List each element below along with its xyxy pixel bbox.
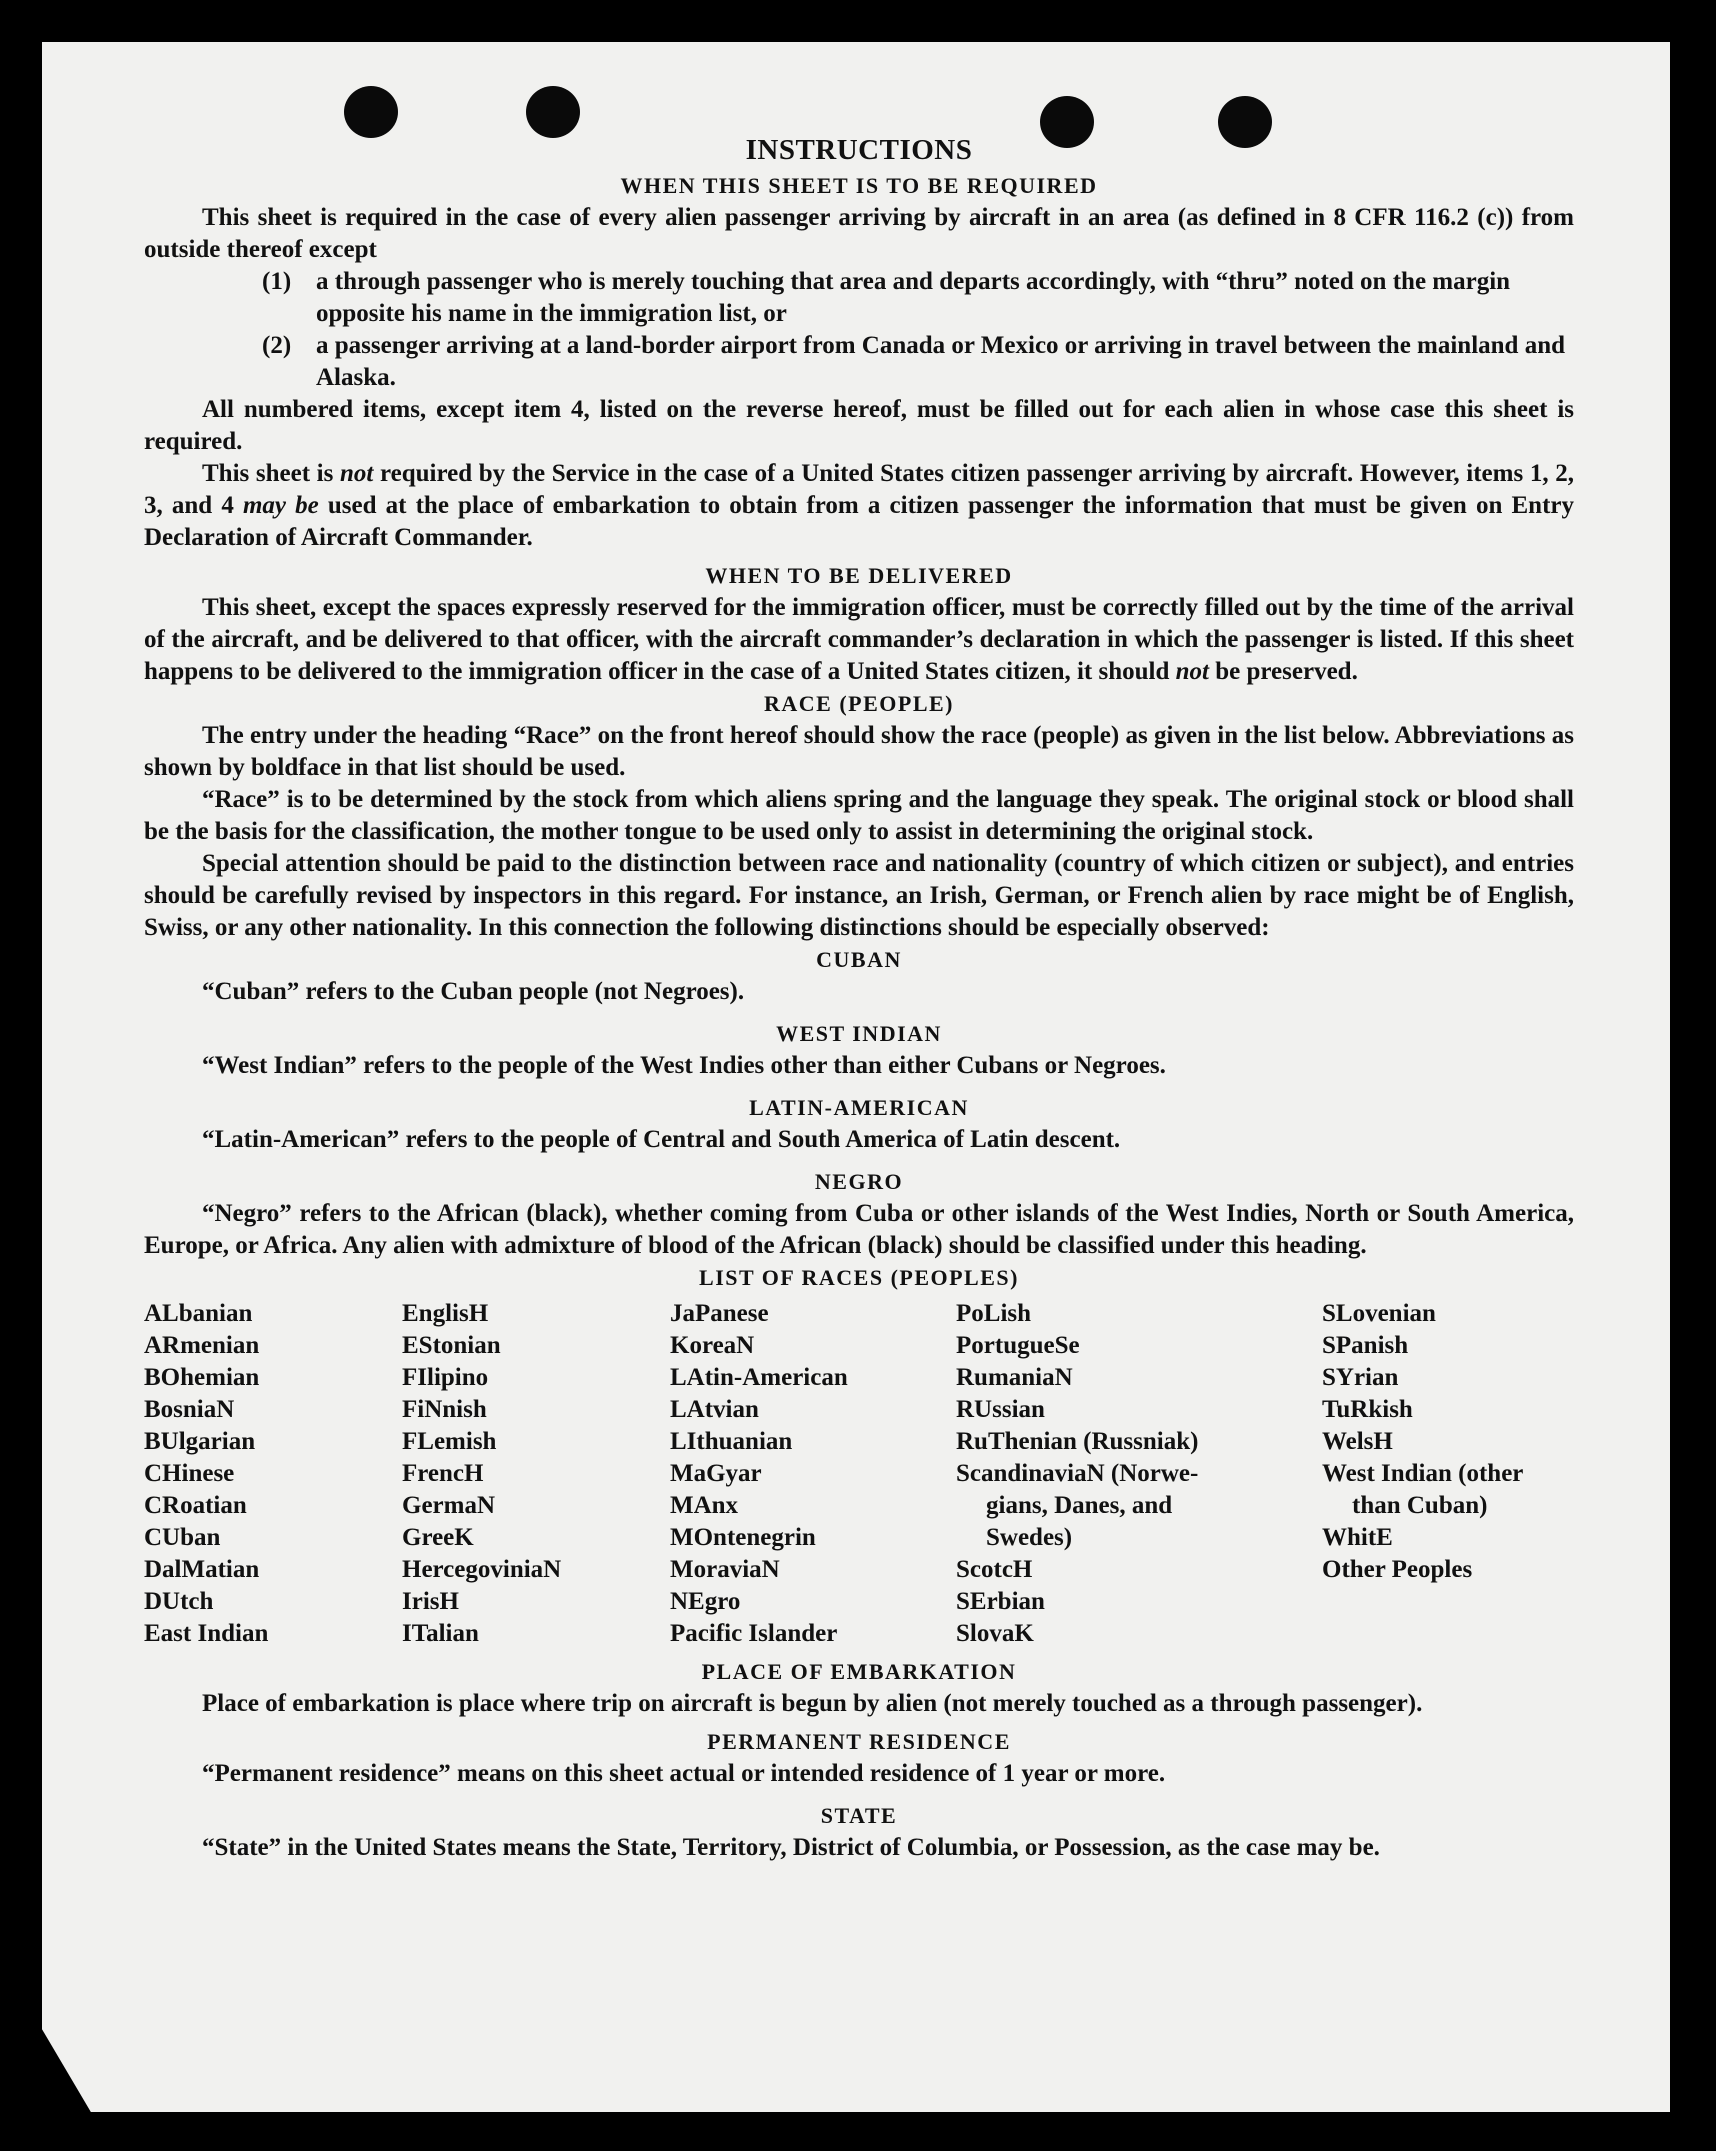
race-item: HercegoviniaN: [402, 1556, 562, 1583]
race-item: West Indian (other: [1322, 1460, 1524, 1487]
race-item: Pacific Islander: [670, 1620, 838, 1647]
race-item: RuThenian (Russniak): [956, 1428, 1199, 1455]
section-heading: LIST OF RACES (PEOPLES): [699, 1265, 1019, 1290]
race-column: [402, 1298, 670, 1650]
race-item: RumaniaN: [956, 1364, 1073, 1391]
item-text: a through passenger who is merely touching that area and departs accordingly, with “thru” noted on the margin opposite his name in the immigration list, or: [316, 268, 1511, 327]
race-item: GreeK: [402, 1524, 474, 1551]
section-heading: PERMANENT RESIDENCE: [707, 1729, 1011, 1754]
section-heading: WHEN THIS SHEET IS TO BE REQUIRED: [620, 173, 1098, 198]
section-heading: RACE (PEOPLE): [764, 691, 954, 716]
race-item: EStonian: [402, 1332, 501, 1359]
race-item: CRoatian: [144, 1492, 247, 1519]
section-heading: NEGRO: [814, 1169, 904, 1194]
race-item-continuation: Swedes): [986, 1524, 1073, 1551]
paragraph: “Negro” refers to the African (black), whether coming from Cuba or other islands of the West Indies, North or South America, Europe, or Africa. Any alien with admixture of blood of the African (black) should be classified under this heading.: [144, 1200, 1574, 1259]
paragraph: This sheet is required in the case of every alien passenger arriving by aircraft in an area (as defined in 8 CFR 116.2 (c)) from outside thereof except: [144, 204, 1574, 263]
race-item: ScotcH: [956, 1556, 1033, 1583]
paragraph: “West Indian” refers to the people of the West Indies other than either Cubans or Negroes.: [202, 1052, 1166, 1079]
race-item: NEgro: [670, 1588, 741, 1615]
race-item: LAtin-American: [670, 1364, 848, 1391]
section-heading: LATIN-AMERICAN: [749, 1095, 969, 1120]
text-run: This sheet, except the spaces expressly reserved for the immigration officer, must be correctly filled out by the time of the arrival of the aircraft, and be delivered to that officer, with the aircraft commander’s declaration in which the passenger is listed. If this sheet happens to be delivered to the immigration officer in the case of a United States citizen, it should: [144, 594, 1574, 685]
race-item: TuRkish: [1322, 1396, 1413, 1423]
race-item: DUtch: [144, 1588, 214, 1615]
text-run: be preserved.: [1209, 658, 1358, 685]
section-heading: WHEN TO BE DELIVERED: [705, 563, 1013, 588]
item-number: (1): [262, 268, 292, 295]
race-column: [670, 1298, 956, 1650]
race-item: WelsH: [1322, 1428, 1393, 1455]
race-item: East Indian: [144, 1620, 269, 1647]
section-heading: WEST INDIAN: [776, 1021, 942, 1046]
text-run: required by the Service in the case of a United States citizen passenger arriving by aircraft. However, items 1, 2, 3, and 4: [144, 460, 1574, 519]
page-title: INSTRUCTIONS: [745, 134, 973, 166]
race-list: [144, 1298, 1574, 1650]
race-item: MaGyar: [670, 1460, 762, 1487]
race-item: BOhemian: [144, 1364, 260, 1391]
race-item: KoreaN: [670, 1332, 755, 1359]
paragraph: “Race” is to be determined by the stock from which aliens spring and the language they speak. The original stock or blood shall be the basis for the classification, the mother tongue to be used only to assist in determining the original stock.: [144, 786, 1574, 845]
race-item: Other Peoples: [1322, 1556, 1473, 1583]
race-item: FrencH: [402, 1460, 484, 1487]
section-heading: STATE: [820, 1803, 898, 1828]
race-column: [956, 1298, 1322, 1650]
race-item: SYrian: [1322, 1364, 1399, 1391]
list-item: [144, 266, 1574, 330]
item-text: a passenger arriving at a land-border airport from Canada or Mexico or arriving in travel between the mainland and Alaska.: [316, 332, 1566, 391]
paragraph: [144, 592, 1574, 688]
item-number: (2): [262, 332, 292, 359]
race-item: SLovenian: [1322, 1300, 1436, 1327]
race-item: MAnx: [670, 1492, 739, 1519]
race-item: PoLish: [956, 1300, 1032, 1327]
race-item: CHinese: [144, 1460, 235, 1487]
race-item: LAtvian: [670, 1396, 759, 1423]
race-item: JaPanese: [670, 1300, 769, 1327]
race-item: FIlipino: [402, 1364, 489, 1391]
race-item: WhitE: [1322, 1524, 1393, 1551]
paragraph: “State” in the United States means the State, Territory, District of Columbia, or Possession, as the case may be.: [202, 1834, 1380, 1861]
text-run: This sheet is: [202, 460, 340, 487]
race-item: ITalian: [402, 1620, 479, 1647]
paragraph: [144, 458, 1574, 554]
list-item: [144, 330, 1574, 394]
section-heading: PLACE OF EMBARKATION: [701, 1659, 1017, 1684]
race-item: BUlgarian: [144, 1428, 256, 1455]
paragraph: Place of embarkation is place where trip on aircraft is begun by alien (not merely touched as a through passenger).: [202, 1690, 1423, 1717]
race-item: MOntenegrin: [670, 1524, 816, 1551]
paragraph: The entry under the heading “Race” on the front hereof should show the race (people) as given in the list below. Abbreviations as shown by boldface in that list should be used.: [144, 722, 1574, 781]
race-column: [1322, 1298, 1574, 1650]
italic-text: may be: [242, 492, 319, 519]
italic-text: not: [1175, 658, 1209, 685]
italic-text: not: [340, 460, 374, 487]
race-item: SlovaK: [956, 1620, 1034, 1647]
race-item: ARmenian: [144, 1332, 260, 1359]
race-column: [144, 1298, 402, 1650]
paragraph: “Latin-American” refers to the people of Central and South America of Latin descent.: [202, 1126, 1121, 1153]
race-item: GermaN: [402, 1492, 496, 1519]
race-item: DalMatian: [144, 1556, 260, 1583]
race-item: BosniaN: [144, 1396, 235, 1423]
paragraph: All numbered items, except item 4, listed on the reverse hereof, must be filled out for each alien in whose case this sheet is required.: [144, 396, 1574, 455]
race-item: FiNnish: [402, 1396, 487, 1423]
paragraph: Special attention should be paid to the distinction between race and nationality (country of which citizen or subject), and entries should be carefully revised by inspectors in this regard. For instance, an Irish, German, or French alien by race might be of English, Swiss, or any other nationality. In this connection the following distinctions should be especially observed:: [144, 850, 1574, 941]
race-item: SErbian: [956, 1588, 1045, 1615]
race-item: FLemish: [402, 1428, 497, 1455]
instructions-content: [144, 130, 1574, 1864]
paragraph: “Permanent residence” means on this sheet actual or intended residence of 1 year or more.: [202, 1760, 1166, 1787]
paragraph: “Cuban” refers to the Cuban people (not Negroes).: [202, 978, 745, 1005]
race-item: EnglisH: [402, 1300, 489, 1327]
text-run: used at the place of embarkation to obtain from a citizen passenger the information that must be given on Entry Declaration of Aircraft Commander.: [144, 492, 1574, 551]
race-item: IrisH: [402, 1588, 459, 1615]
section-heading: CUBAN: [816, 947, 902, 972]
race-item: PortugueSe: [956, 1332, 1080, 1359]
race-item: ScandinaviaN (Norwe-: [956, 1460, 1199, 1487]
race-item-continuation: than Cuban): [1352, 1492, 1488, 1519]
race-item: MoraviaN: [670, 1556, 780, 1583]
race-item-continuation: gians, Danes, and: [986, 1492, 1173, 1519]
race-item: CUban: [144, 1524, 221, 1551]
race-item: LIthuanian: [670, 1428, 793, 1455]
race-item: RUssian: [956, 1396, 1045, 1423]
race-item: SPanish: [1322, 1332, 1409, 1359]
race-item: ALbanian: [144, 1300, 253, 1327]
